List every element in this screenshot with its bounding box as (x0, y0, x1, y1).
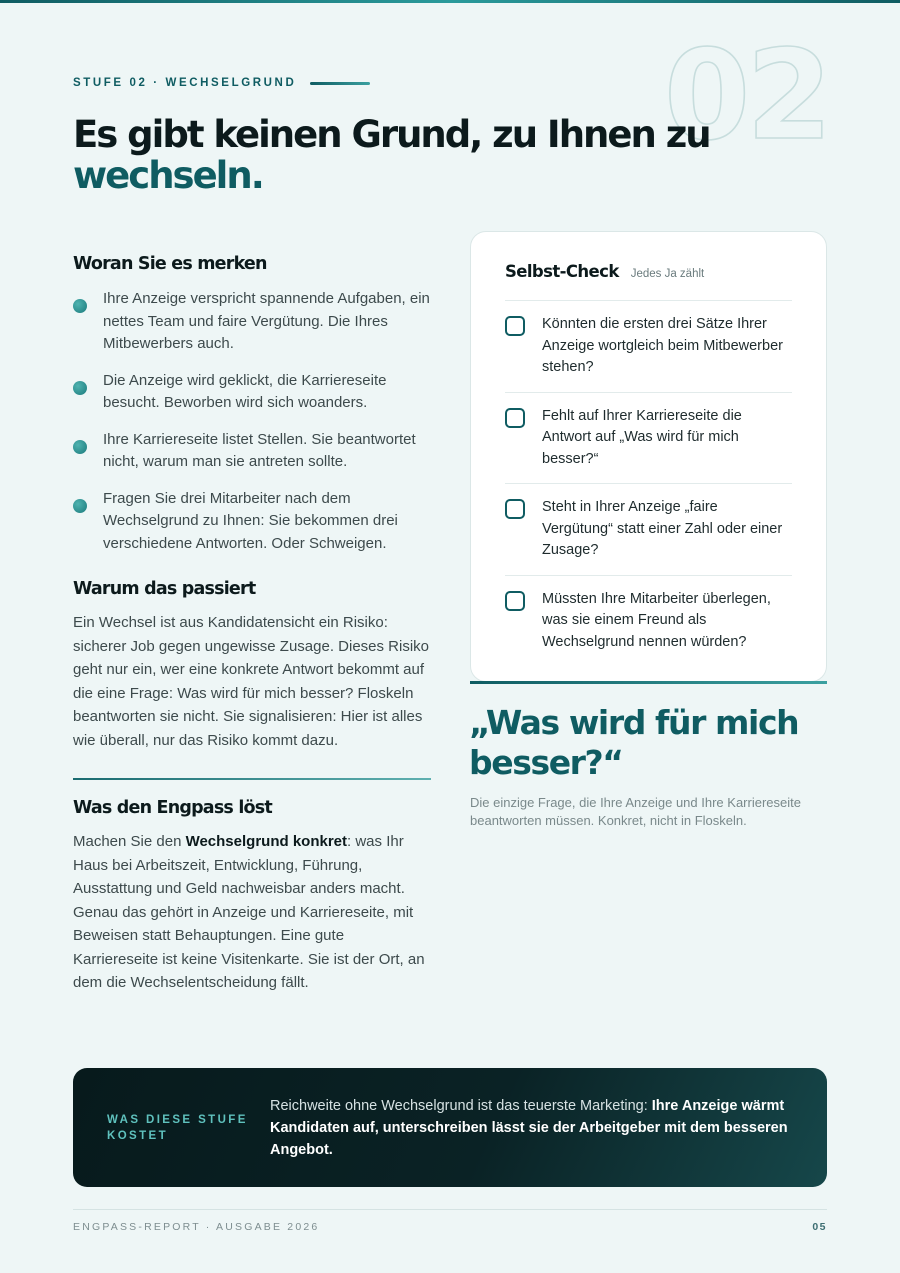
cost-banner (73, 1068, 827, 1187)
bullet-dot-icon (73, 440, 87, 454)
bullet-dot-icon (73, 299, 87, 313)
list-item: Ihre Anzeige verspricht spannende Aufgaben, ein nettes Team und faire Vergütung. Die Ihres Mitbewerbers auch. (73, 288, 433, 356)
bullet-dot-icon (73, 499, 87, 513)
left-column (73, 254, 433, 995)
title-accent: wechseln. (73, 154, 263, 197)
stage-number: 02 (664, 24, 829, 168)
cost-banner-label: WAS DIESE STUFE KOSTET (107, 1113, 248, 1142)
self-check-title: Selbst-Check (505, 262, 619, 281)
list-item: Ihre Karriereseite listet Stellen. Sie beantwortet nicht, warum man sie antreten sollte. (73, 429, 433, 474)
pull-quote-caption: Die einzige Frage, die Ihre Anzeige und Ihre Karriereseite beantworten müssen. Konkret, nicht in Floskeln. (470, 795, 801, 828)
eyebrow-rule (310, 82, 370, 85)
list-item: Fragen Sie drei Mitarbeiter nach dem Wechselgrund zu Ihnen: Sie bekommen drei verschiedene Antworten. Oder Schweigen. (73, 488, 433, 556)
why-heading: Warum das passiert (73, 579, 256, 599)
fix-heading: Was den Engpass löst (73, 798, 272, 818)
self-check-header (505, 262, 792, 281)
signs-heading: Woran Sie es merken (73, 254, 267, 274)
page-title (73, 114, 713, 196)
check-item: Könnten die ersten drei Sätze Ihrer Anzeige wortgleich beim Mitbewerber stehen? (505, 300, 792, 392)
checkbox[interactable] (505, 408, 525, 428)
signs-list (73, 288, 433, 555)
footer-publication: ENGPASS-REPORT · AUSGABE 2026 (73, 1221, 320, 1233)
fix-text: Machen Sie den Wechselgrund konkret: was Ihr Haus bei Arbeitszeit, Entwicklung, Führung, Ausstattung und Geld nachweisbar anders macht. Genau das gehört in Anzeige und Karriereseite, mit Beweisen statt Behauptungen. Eine gute Karriereseite ist keine Visitenkarte. Sie ist der Ort, an dem die Wechselentscheidung fällt. (73, 833, 425, 991)
title-main: Es gibt keinen Grund, zu Ihnen zu (73, 113, 710, 156)
page-number: 05 (812, 1221, 827, 1233)
check-item: Fehlt auf Ihrer Karriereseite die Antwort auf „Was wird für mich besser?“ (505, 392, 792, 484)
check-item: Steht in Ihrer Anzeige „faire Vergütung“ statt einer Zahl oder einer Zusage? (505, 483, 792, 575)
checkbox[interactable] (505, 316, 525, 336)
quote-rule (470, 681, 827, 684)
self-check-list (505, 300, 792, 666)
self-check-subtitle: Jedes Ja zählt (630, 268, 705, 280)
self-check-card (470, 231, 827, 682)
footer-divider (73, 1209, 827, 1210)
section-divider (73, 778, 431, 780)
eyebrow-label: STUFE 02 · WECHSELGRUND (73, 77, 297, 89)
list-item: Die Anzeige wird geklickt, die Karriereseite besucht. Beworben wird sich woanders. (73, 370, 433, 415)
checkbox[interactable] (505, 591, 525, 611)
check-item: Müssten Ihre Mitarbeiter überlegen, was sie einem Freund als Wechselgrund nennen würden? (505, 575, 792, 667)
checkbox[interactable] (505, 499, 525, 519)
fix-highlight: Wechselgrund konkret (185, 833, 348, 850)
section-eyebrow (73, 77, 370, 89)
bullet-dot-icon (73, 381, 87, 395)
top-accent-bar (0, 0, 900, 3)
pull-quote: „Was wird für mich besser?“ (469, 703, 799, 782)
why-text: Ein Wechsel ist aus Kandidatensicht ein Risiko: sicherer Job gegen ungewisse Zusage. Dieses Risiko geht nur ein, wer eine konkrete Antwort bekommt auf die eine Frage: Was wird für mich besser? Floskeln beantworten sie nicht. Sie signalisieren: Hier ist alles wie überall, nur das Risiko kommt dazu. (73, 614, 430, 749)
cost-banner-text: Reichweite ohne Wechselgrund ist das teuerste Marketing: Ihre Anzeige wärmt Kandidaten auf, unterschreiben lässt sie der Arbeitgeber mit dem besseren Angebot. (270, 1097, 788, 1158)
